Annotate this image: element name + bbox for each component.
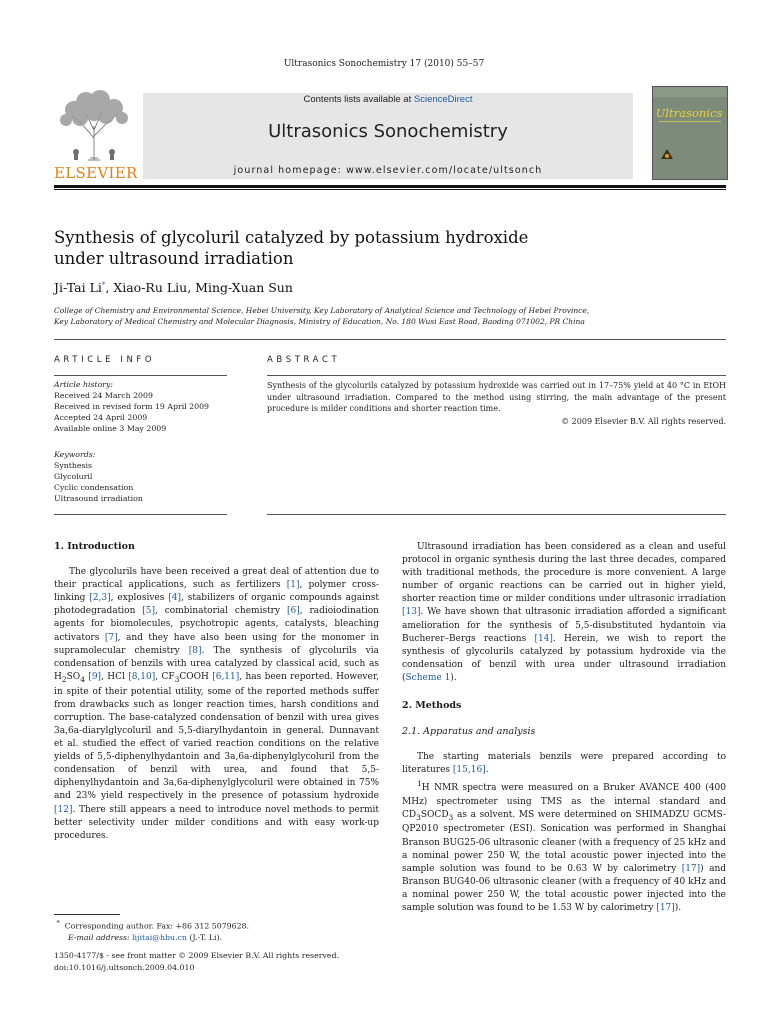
text: , CF [155,671,175,682]
cover-title: Ultrasonics [655,106,723,120]
footnote [54,918,374,943]
history-item: Accepted 24 April 2009 [54,413,148,422]
text: . We have shown that ultrasonic irradiation afforded a significant amelioration for the synthesis of 5,5-disubstituted hydantoin via Bucherer–Bergs reactions [402,607,726,644]
citation-link[interactable]: [17] [656,903,675,914]
text: ). [674,903,682,914]
text: Corresponding author. Fax: +86 312 5079628. [64,921,249,931]
citation-link[interactable]: [5] [142,606,155,617]
text: as a solvent. MS were determined on SHIMADZU GCMS-QP2010 spectrometer (ESI). Sonication was performed in Shanghai Branson BUG25-06 ultrasonic cleaner (with a frequency of 25 kHz and a nominal power 250 W, the total acoustic power injected into the sample solution was found to be 0.63 W by calorimetry [402,809,726,874]
keyword: Synthesis [54,461,93,470]
corresponding-mark[interactable]: * [101,280,106,289]
citation-link[interactable]: [12] [54,804,73,815]
text: The starting materials benzils were prepared according to literatures [402,752,726,776]
text: , radioiodination agents for biomolecules, psychotropic agents, catalysts, bleaching activators [54,606,379,643]
subscript: 3 [174,674,180,684]
history-item: Received 24 March 2009 [54,391,153,400]
text: , combinatorial chemistry [155,606,287,617]
methods-heading: 2. Methods [402,700,462,712]
materials-paragraph [402,751,726,777]
citation-link[interactable]: [13] [402,607,421,618]
subscript: 3 [416,812,421,822]
abstract-rule [267,375,726,376]
publisher-logo-text: ELSEVIER [54,164,138,182]
text: , has been reported. However, in spite of their potential utility, some of the reported methods suffer from drawbacks such as longer reaction times, harsh conditions and corruption. The base-catalyzed condensation of benzil with urea gives 3a,6a-diarylglycoluril and 5,5-diarylhydantoin in general. Dunnavant et al. studied the effect of varied reaction conditions on the relative yields of 5,5-diphenylhydantoin and 3a,6a-diphenylglycoluril from the condensation of benzil with urea, and found that 5,5-diphenylhydantoin and 3a,6a-diphenylglycoluril were obtained in 75% and 23% yield respectively in the presence of potassium hydroxide [54,671,379,802]
subscript: 3 [448,812,454,822]
ultrasound-paragraph [402,541,726,685]
apparatus-paragraph [402,777,726,915]
author-list [54,280,654,295]
text: Ultrasound irradiation has been considered as a clean and useful protocol in organic synthesis during the last three decades, compared with traditional methods, the procedure is more convenient. A large number of organic reactions can be carried out in higher yield, shorter reaction time or milder conditions under ultrasonic irradiation [402,542,726,605]
article-info-heading: ARTICLE INFO [54,355,156,365]
keyword: Ultrasound irradiation [54,494,143,503]
scheme-link[interactable]: Scheme 1 [405,672,451,683]
contents-available-line [143,94,633,105]
text: (J.-T. Li). [186,932,223,942]
abstract-bottom-rule [267,514,726,515]
keyword: Cyclic condensation [54,483,134,492]
corresponding-author-note [54,918,374,932]
authors-rest: , Xiao-Ru Liu, Ming-Xuan Sun [105,280,293,295]
citation-link[interactable]: [6] [286,606,300,617]
history-item: Available online 3 May 2009 [54,424,167,433]
running-citation: Ultrasonics Sonochemistry 17 (2010) 55–57 [283,59,485,69]
subscript: 2 [61,674,67,684]
text: ) and Branson BUG40-06 ultrasonic cleaner (with a frequency of 40 kHz and a nominal power 250 W, the total acoustic power injected into the sample solution was found to be 1.53 W by calorimetry [402,863,727,914]
citation-link[interactable]: [6,11] [212,671,240,682]
keywords [54,449,229,504]
methods-subheading: 2.1. Apparatus and analysis [402,726,536,738]
abstract-copyright: © 2009 Elsevier B.V. All rights reserved. [561,417,726,426]
email-label: E-mail address: [68,932,133,942]
text: . There still appears a need to introduce novel methods to permit better selectivity under milder conditions and with easy work-up procedures. [54,804,379,841]
text: SOCD [420,809,449,820]
text: The glycolurils have been received a great deal of attention due to their practical applications, such as fertilizers [54,567,379,591]
journal-homepage[interactable]: journal homepage: www.elsevier.com/locate/ultsonch [233,165,543,176]
affiliation [54,305,674,327]
author-1: Ji-Tai Li [54,280,102,295]
citation-link[interactable]: [14] [534,633,553,644]
email-link[interactable]: lijitai@hbu.cn [132,932,187,942]
header-rule-thick [54,185,726,188]
affiliation-line-2: Key Laboratory of Medical Chemistry and Molecular Diagnosis, Ministry of Education, No. 180 Wusi East Road, Baoding 071002, PR China [54,317,585,326]
text: COOH [179,671,213,682]
text: , stabilizers of organic compounds against photodegradation [54,593,379,617]
citation-link[interactable]: [4] [168,593,181,604]
subscript: 4 [80,674,85,684]
text: . The synthesis of glycolurils via condensation of benzils with urea catalyzed by classical acid, such as H [54,645,379,682]
journal-title: Ultrasonics Sonochemistry [268,121,508,142]
abstract-heading: ABSTRACT [267,355,341,365]
citation-link[interactable]: [2,3] [89,593,111,604]
right-column [402,541,726,915]
text: . Herein, we wish to report the synthesis of glycolurils catalyzed by potassium hydroxide via the condensation of benzil with urea under ultrasound irradiation ( [402,633,726,683]
citation-link[interactable]: [8] [188,645,202,656]
divider [54,339,726,340]
intro-heading: 1. Introduction [54,541,135,552]
title-line-1: Synthesis of glycoluril catalyzed by potassium hydroxide [54,228,529,247]
text: , explosives [110,593,169,604]
citation-link[interactable]: [8,10] [128,671,156,682]
keyword: Glycoluril [54,472,93,481]
text: , polymer cross-linking [54,580,379,604]
article-title [54,227,614,269]
abstract-text: Synthesis of the glycolurils catalyzed by potassium hydroxide was carried out in 17–75% yield at 40 °C in EtOH under ultrasound irradiation. Compared to the method using stirring, the main advantage of the present procedure is milder conditions and shorter reaction time. [267,381,726,413]
issn-block [54,950,404,974]
text: , HCl [101,671,129,682]
tree-icon [54,86,134,162]
left-column [54,540,379,843]
title-line-2: under ultrasound irradiation [54,249,294,268]
keywords-label: Keywords: [54,450,96,459]
article-history [54,379,229,434]
citation-link[interactable]: [17] [681,863,701,874]
text: SO [66,671,81,682]
citation-link[interactable]: [1] [286,580,300,591]
doi-line[interactable]: doi:10.1016/j.ultsonch.2009.04.010 [54,963,195,972]
citation-link[interactable]: [9] [88,671,102,682]
text: ). [450,672,457,683]
citation-link[interactable]: [15,16] [452,765,486,776]
history-item: Received in revised form 19 April 2009 [54,402,210,411]
cover-art-icon [653,87,727,179]
footnote-mark: * [56,919,60,927]
footnote-rule [54,914,120,915]
contents-prefix: Contents lists available at [303,94,414,105]
article-info-bottom-rule [54,514,227,515]
journal-cover-thumbnail [652,86,728,180]
text: . [485,765,489,776]
text: , and they have also been using for the monomer in supramolecular chemistry [54,632,379,656]
superscript: 1 [417,779,422,789]
header-rule-thin [54,189,726,190]
affiliation-line-1: College of Chemistry and Environmental Science, Hebei University, Key Laboratory of Analytical Science and Technology of Hebei Province, [54,306,590,315]
text: H NMR spectra were measured on a Bruker AVANCE 400 (400 MHz) spectrometer using TMS as the internal standard and CD [402,783,726,820]
intro-paragraph [54,566,379,843]
history-label: Article history: [54,380,114,389]
citation-link[interactable]: [7] [104,632,118,643]
email-note [54,932,374,943]
sciencedirect-link[interactable]: ScienceDirect [413,94,473,105]
front-matter-line: 1350-4177/$ - see front matter © 2009 Elsevier B.V. All rights reserved. [54,951,339,960]
article-info-rule [54,375,227,376]
